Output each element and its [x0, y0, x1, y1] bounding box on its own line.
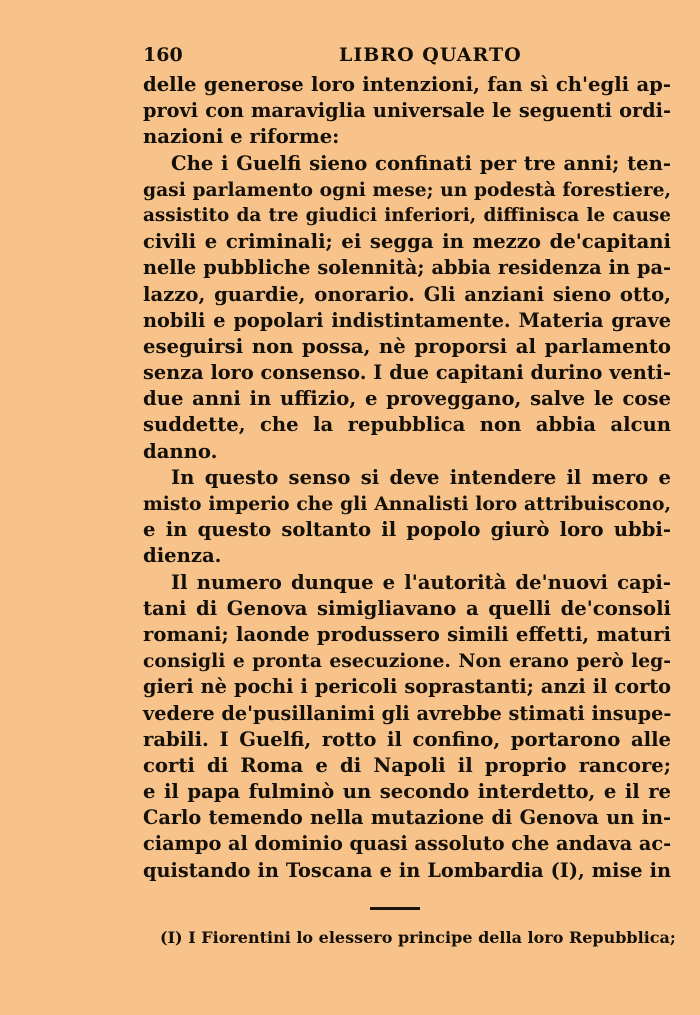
text-line: corti di Roma e di Napoli il proprio rancore; — [143, 753, 671, 777]
text-line: Carlo temendo nella mutazione di Genova un in- — [143, 806, 671, 830]
footnote-divider — [370, 907, 420, 910]
text-line: Il numero dunque e l'autorità de'nuovi capi- — [171, 570, 671, 594]
text-line: provi con maraviglia universale le seguenti ordi- — [143, 99, 671, 123]
text-line: eseguirsi non possa, nè proporsi al parlamento — [143, 334, 671, 358]
text-line: senza loro consenso. I due capitani durino venti- — [143, 361, 671, 385]
text-line: quistando in Toscana e in Lombardia (I), mise in — [143, 858, 671, 882]
text-line: nazioni e riforme: — [143, 125, 340, 149]
text-line: due anni in uffizio, e proveggano, salve le cose — [143, 387, 671, 411]
text-line: In questo senso si deve intendere il mero e — [171, 465, 671, 489]
text-line: delle generose loro intenzioni, fan sì ch'egli ap- — [143, 73, 671, 96]
text-line: tani di Genova simigliavano a quelli de'consoli — [143, 596, 671, 620]
footnote: (I) I Fiorentini lo elessero principe della loro Repubblica; — [160, 928, 676, 947]
text-line: civili e criminali; ei segga in mezzo de'capitani — [143, 230, 671, 254]
text-line: suddette, che la repubblica non abbia alcun — [143, 413, 671, 437]
text-line: e in questo soltanto il popolo giurò loro ubbi- — [143, 518, 671, 542]
text-line: ciampo al dominio quasi assoluto che andava ac- — [143, 832, 672, 856]
text-line: nelle pubbliche solennità; abbia residenza in pa- — [143, 256, 671, 280]
text-line: Che i Guelfi sieno confinati per tre anni; ten- — [171, 151, 671, 175]
running-title: LIBRO QUARTO — [339, 44, 522, 66]
text-line: e il papa fulminò un secondo interdetto, e il re — [143, 780, 671, 804]
page-number: 160 — [143, 44, 183, 66]
text-line: danno. — [143, 439, 218, 463]
text-line: lazzo, guardie, onorario. Gli anziani sieno otto, — [143, 282, 671, 306]
text-line: assistito da tre giudici inferiori, diffinisca le cause — [143, 204, 671, 226]
text-line: vedere de'pusillanimi gli avrebbe stimati insupe- — [143, 701, 672, 725]
text-line: romani; laonde produssero simili effetti, maturi — [143, 622, 671, 646]
text-line: gasi parlamento ogni mese; un podestà forestiere, — [143, 178, 671, 201]
page-header — [143, 44, 671, 72]
text-line: consigli e pronta esecuzione. Non erano però leg- — [143, 650, 671, 673]
text-line: gieri nè pochi i pericoli soprastanti; anzi il corto — [143, 675, 671, 699]
text-line: nobili e popolari indistintamente. Materia grave — [143, 308, 671, 332]
body-text — [143, 72, 671, 884]
text-line: misto imperio che gli Annalisti loro attribuiscono, — [143, 493, 671, 515]
text-line: rabili. I Guelfi, rotto il confino, portarono alle — [143, 727, 671, 751]
text-line: dienza. — [143, 544, 222, 568]
